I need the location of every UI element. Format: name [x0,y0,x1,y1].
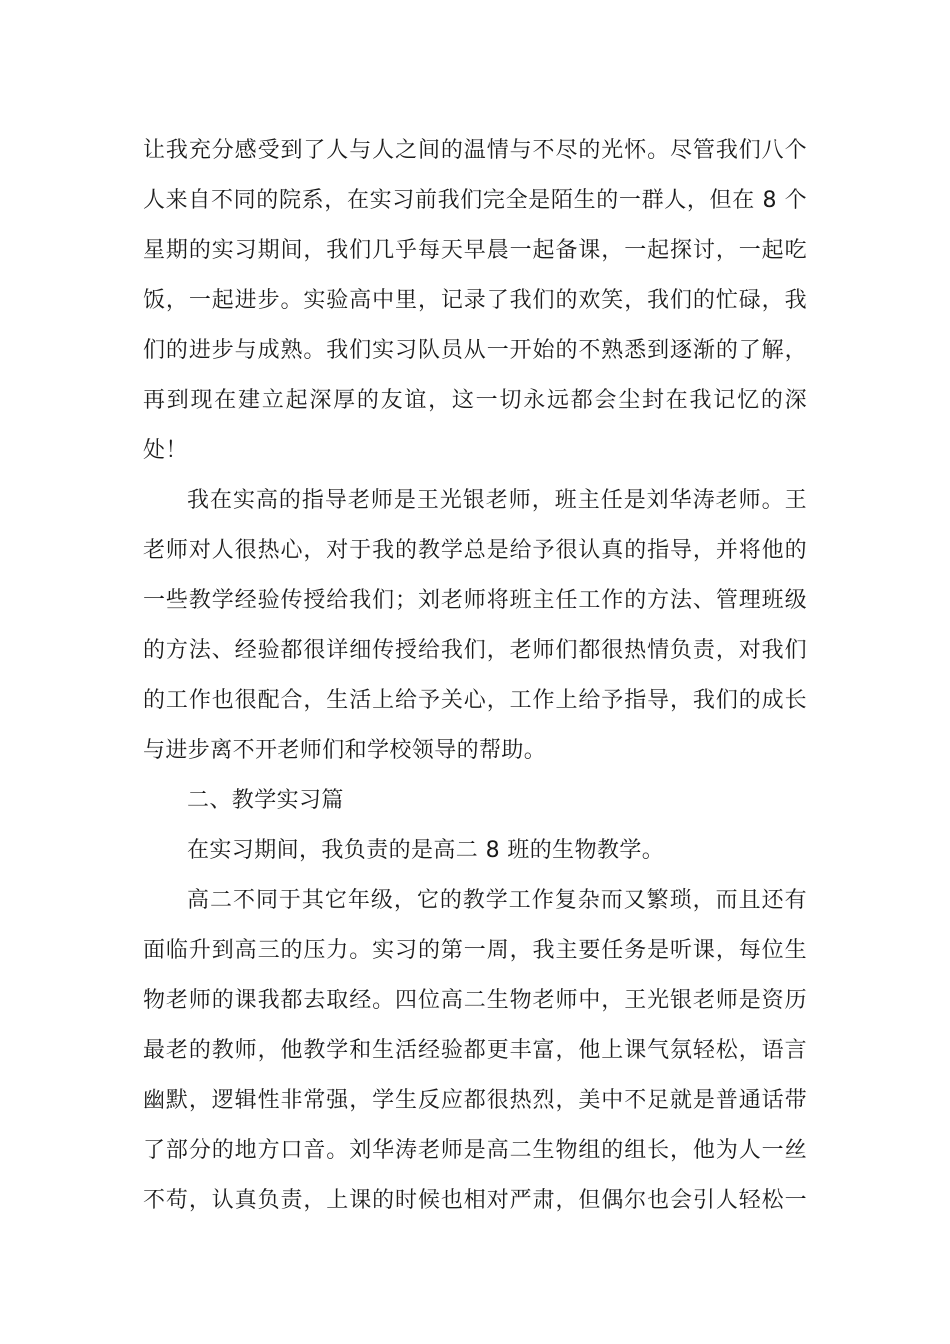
text-line: 让我充分感受到了人与人之间的温情与不尽的光怀。尽管我们八个 [143,138,807,163]
paragraph-grade-two [143,876,807,1226]
text-line: 幽默，逻辑性非常强，学生反应都很热烈，美中不足就是普通话带 [143,1088,807,1113]
document-body [143,126,807,1226]
text-line: 老师对人很热心，对于我的教学总是给予很认真的指导，并将他的 [143,538,807,563]
paragraph-teachers [143,476,807,776]
section-heading-teaching-internship [143,776,807,826]
text-line: 星期的实习期间，我们几乎每天早晨一起备课，一起探讨，一起吃 [143,238,807,263]
text-line: 的工作也很配合，生活上给予关心，工作上给予指导，我们的成长 [143,688,807,713]
text-line: 面临升到高三的压力。实习的第一周，我主要任务是听课，每位生 [143,938,807,963]
text-line: 人来自不同的院系，在实习前我们完全是陌生的一群人，但在 8 个 [143,188,807,213]
text-line: 在实习期间，我负责的是高二 8 班的生物教学。 [187,838,665,863]
text-line: 物老师的课我都去取经。四位高二生物老师中，王光银老师是资历 [143,988,807,1013]
text-line: 一些教学经验传授给我们；刘老师将班主任工作的方法、管理班级 [143,588,807,613]
text-line: 我在实高的指导老师是王光银老师，班主任是刘华涛老师。王 [187,488,807,513]
text-line: 的方法、经验都很详细传授给我们，老师们都很热情负责，对我们 [143,638,807,663]
text-line: 高二不同于其它年级，它的教学工作复杂而又繁琐，而且还有 [187,888,807,913]
text-line: 不苟，认真负责，上课的时候也相对严肃，但偶尔也会引人轻松一 [143,1188,807,1213]
section-heading: 二、教学实习篇 [187,788,344,813]
paragraph-friendship [143,126,807,476]
text-line: 处！ [143,438,188,463]
text-line: 再到现在建立起深厚的友谊，这一切永远都会尘封在我记忆的深 [143,388,807,413]
text-line: 最老的教师，他教学和生活经验都更丰富，他上课气氛轻松，语言 [143,1038,807,1063]
text-line: 了部分的地方口音。刘华涛老师是高二生物组的组长，他为人一丝 [143,1138,807,1163]
text-line: 与进步离不开老师们和学校领导的帮助。 [143,738,547,763]
paragraph-class-assignment [143,826,807,876]
text-line: 们的进步与成熟。我们实习队员从一开始的不熟悉到逐渐的了解， [143,338,807,363]
text-line: 饭，一起进步。实验高中里，记录了我们的欢笑，我们的忙碌，我 [143,288,807,313]
